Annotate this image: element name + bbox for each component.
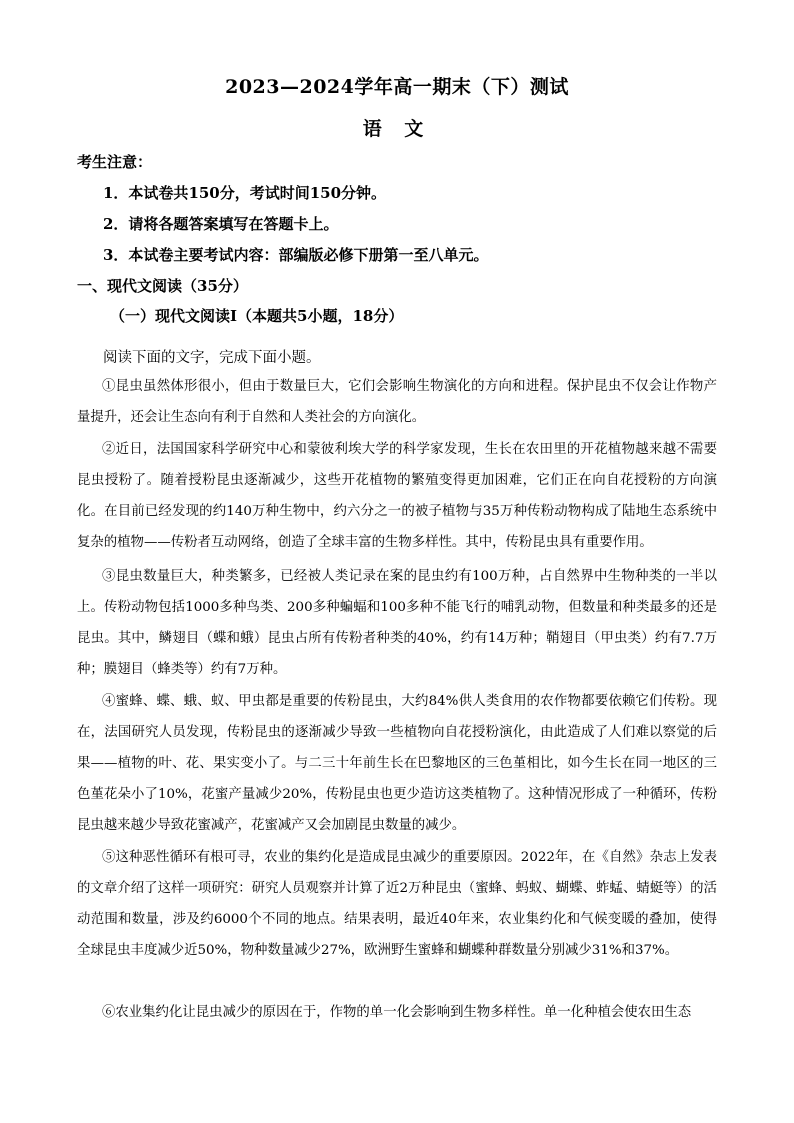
notice-heading: 考生注意： [77, 153, 153, 171]
passage-paragraph-2: ②近日，法国国家科学研究中心和蒙彼利埃大学的科学家发现，生长在农田里的开花植物越来越不需要昆虫授粉了。随着授粉昆虫逐渐减少，这些开花植物的繁殖变得更加困难，它们正在向自花授粉的方向演化。在目前已经发现的约140万种生物中，约六分之一的被子植物与35万种传粉动物构成了陆地生态系统中复杂的植物——传粉者互动网络，创造了全球丰富的生物多样性。其中，传粉昆虫具有重要作用。 [77, 442, 717, 550]
passage-paragraph-5: ⑤这种恶性循环有根可寻，农业的集约化是造成昆虫减少的重要原因。2022年，在《自然》杂志上发表的文章介绍了这样一项研究：研究人员观察并计算了近2万种昆虫（蜜蜂、蚂蚁、蝴蝶、蚱蜢、蜻蜓等）的活动范围和数量，涉及约6000个不同的地点。结果表明，最近40年来，农业集约化和气候变暖的叠加，使得全球昆虫丰度减少近50%，物种数量减少27%，欧洲野生蜜蜂和蝴蝶种群数量分别减少31%和37%。 [77, 850, 717, 958]
section-title: 一、现代文阅读（35分） [77, 277, 248, 295]
subject-title: 语 文 [362, 118, 432, 140]
passage-paragraph-3: ③昆虫数量巨大，种类繁多，已经被人类记录在案的昆虫约有100万种，占自然界中生物种类的一半以上。传粉动物包括1000多种鸟类、200多种蝙蝠和100多种不能飞行的哺乳动物，但数量和种类最多的还是昆虫。其中，鳞翅目（蝶和蛾）昆虫占所有传粉者种类的40%，约有14万种；鞘翅目（甲虫类）约有7.7万种；膜翅目（蜂类等）约有7万种。 [77, 569, 717, 677]
notice-item: 3．本试卷主要考试内容：部编版必修下册第一至八单元。 [103, 246, 489, 264]
passage-paragraph-1: ①昆虫虽然体形很小，但由于数量巨大，它们会影响生物演化的方向和进程。保护昆虫不仅会让作物产量提升，还会让生态向有利于自然和人类社会的方向演化。 [77, 379, 717, 425]
notice-item: 2．请将各题答案填写在答题卡上。 [103, 215, 339, 233]
notice-item: 1．本试卷共150分，考试时间150分钟。 [103, 184, 387, 202]
exam-title: 2023—2024学年高一期末（下）测试 [225, 76, 569, 98]
passage-paragraph-6: ⑥农业集约化让昆虫减少的原因在于，作物的单一化会影响到生物多样性。单一化种植会使农田生态 [102, 1005, 692, 1020]
subsection-title: （一）现代文阅读Ⅰ（本题共5小题，18分） [110, 307, 404, 325]
passage-paragraph-4: ④蜜蜂、蝶、蛾、蚁、甲虫都是重要的传粉昆虫，大约84%供人类食用的农作物都要依赖它们传粉。现在，法国研究人员发现，传粉昆虫的逐渐减少导致一些植物向自花授粉演化，由此造成了人们难以察觉的后果——植物的叶、花、果实变小了。与二三十年前生长在巴黎地区的三色堇相比，如今生长在同一地区的三色堇花朵小了10%，花蜜产量减少20%，传粉昆虫也更少造访这类植物了。这种情况形成了一种循环，传粉昆虫越来越少导致花蜜减产，花蜜减产又会加剧昆虫数量的减少。 [77, 694, 717, 833]
reading-instruction: 阅读下面的文字，完成下面小题。 [103, 350, 321, 366]
